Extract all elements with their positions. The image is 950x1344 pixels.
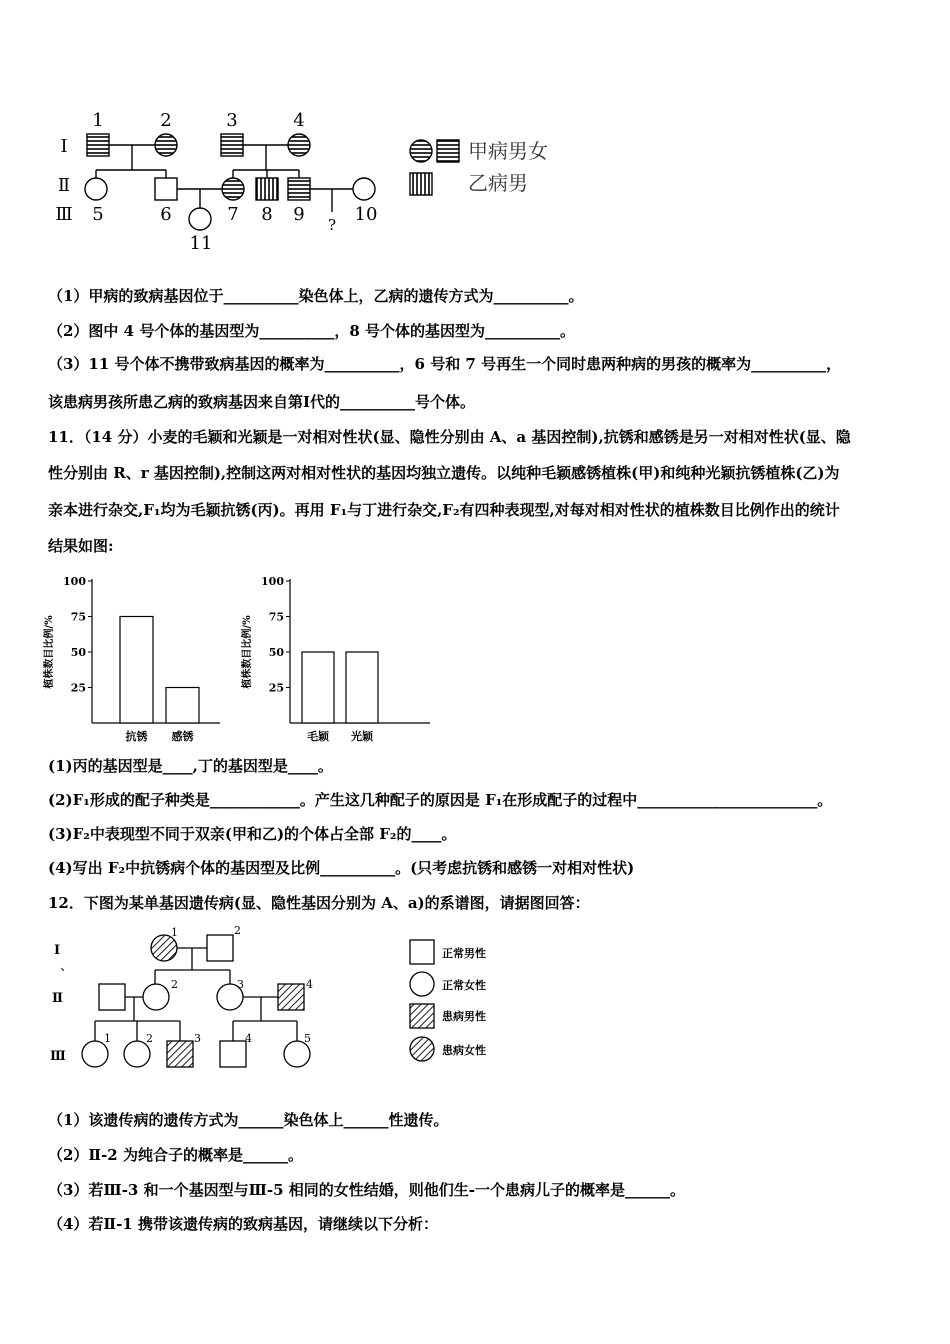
number-4: 4 (293, 110, 305, 131)
q11-line-2: 性分别由 R、r 基因控制),控制这两对相对性状的基因均独立遗传。以纯种毛颖感锈植株(甲)和纯种光颖抗锈植株(乙)为 (48, 464, 840, 482)
legend-square-hstriped (437, 140, 459, 162)
bar-charts (40, 565, 430, 750)
number-6: 6 (160, 204, 172, 225)
generation-label-II: Ⅱ (57, 175, 71, 196)
q11-sub-4: (4)写出 F₂中抗锈病个体的基因型及比例__________。(只考虑抗锈和感锈一对相对性状) (48, 859, 635, 877)
legend-normal-male (410, 940, 434, 964)
q12-sub-3: （3）若Ⅲ-3 和一个基因型与Ⅲ-5 相同的女性结婚，则他们生-一个患病儿子的概率是______。 (48, 1181, 685, 1199)
q11-sub-2: (2)F₁形成的配子种类是____________。产生这几种配子的原因是 F₁在形成配子的过程中________________________。 (48, 791, 833, 809)
individual-I3 (221, 134, 243, 156)
p2-number-III1: 1 (104, 1032, 111, 1045)
chart2-category-1: 毛颖 (307, 730, 329, 743)
individual-I1 (87, 134, 109, 156)
chart2-category-2: 光颖 (351, 730, 373, 743)
p2-individual-III3 (167, 1041, 193, 1067)
p2-gen-II: Ⅱ (52, 991, 63, 1006)
number-3: 3 (226, 110, 238, 131)
chart1-category-1: 抗锈 (125, 730, 148, 743)
chart1-tick-label-100: 100 (63, 575, 86, 588)
q11-line-4: 结果如图: (48, 537, 114, 555)
chart1-category-2: 感锈 (171, 730, 194, 743)
chart2-bar-2 (346, 652, 378, 723)
individual-II10 (353, 178, 375, 200)
legend-square-vstriped (410, 173, 432, 195)
individual-I2 (155, 134, 177, 156)
chart1-bar-2 (166, 688, 199, 724)
legend-label-normal-female: 正常女性 (442, 979, 486, 992)
chart2-bar-1 (302, 652, 334, 723)
individual-II8 (256, 178, 278, 200)
chart1-ylabel: 植株数目比例/% (44, 615, 55, 689)
chart2-tick-label-50: 50 (268, 646, 284, 659)
number-10: 10 (354, 204, 378, 225)
individual-II6 (155, 178, 177, 200)
legend-circle-striped (410, 140, 432, 162)
p2-number-III5: 5 (304, 1032, 311, 1045)
number-5: 5 (92, 204, 104, 225)
legend-label-affected-female: 患病女性 (442, 1044, 486, 1057)
individual-II5 (85, 178, 107, 200)
chart1-tick-label-25: 25 (70, 681, 86, 695)
chart1-tick-label-50: 50 (70, 646, 86, 659)
q11-sub-1: (1)丙的基因型是____,丁的基因型是____。 (48, 757, 333, 775)
p2-gen-mark: 、 (60, 959, 74, 974)
p2-gen-I: Ⅰ (54, 943, 61, 958)
p2-number-I1: 1 (171, 926, 178, 939)
individual-III11 (189, 208, 211, 230)
p2-individual-II1 (99, 984, 125, 1010)
p2-gen-III: Ⅲ (50, 1049, 66, 1064)
chart2-ylabel: 植株数目比例/% (242, 615, 253, 689)
p2-number-II2: 2 (171, 978, 178, 991)
generation-label-I: Ⅰ (60, 136, 68, 157)
q10-line-1: （1）甲病的致病基因位于__________染色体上，乙病的遗传方式为__________。 (48, 287, 584, 305)
q11-sub-3: (3)F₂中表现型不同于双亲(甲和乙)的个体占全部 F₂的____。 (48, 825, 457, 843)
p2-number-I2: 2 (234, 924, 241, 937)
p2-number-II4: 4 (306, 978, 313, 991)
p2-individual-III4 (220, 1041, 246, 1067)
individual-II7 (222, 178, 244, 200)
number-8: 8 (261, 204, 273, 225)
q10-line-3: （3）11 号个体不携带致病基因的概率为__________，6 号和 7 号再生一个同时患两种病的男孩的概率为__________， (48, 355, 842, 373)
chart2-tick-label-100: 100 (261, 575, 284, 588)
q10-line-2: （2）图中 4 号个体的基因型为__________，8 号个体的基因型为__________。 (48, 322, 575, 340)
p2-number-III2: 2 (146, 1032, 153, 1045)
q11-line-3: 亲本进行杂交,F₁均为毛颖抗锈(丙)。再用 F₁与丁进行杂交,F₂有四种表现型,对每对相对性状的植株数目比例作出的统计 (48, 501, 840, 519)
legend-label-yi: 乙病男 (468, 171, 528, 195)
p2-individual-I2 (207, 935, 233, 961)
number-unknown: ? (327, 216, 337, 234)
q12-sub-1: （1）该遗传病的遗传方式为______染色体上______性遗传。 (48, 1111, 449, 1129)
q12-sub-4: （4）若Ⅱ-1 携带该遗传病的致病基因，请继续以下分析： (48, 1215, 438, 1233)
p2-individual-II2 (143, 984, 169, 1010)
legend-affected-male (410, 1004, 434, 1028)
pedigree-chart-2 (40, 918, 520, 1088)
individual-I4 (288, 134, 310, 156)
q10-line-4: 该患病男孩所患乙病的致病基因来自第Ⅰ代的__________号个体。 (48, 393, 476, 411)
number-7: 7 (227, 204, 239, 225)
number-11: 11 (189, 233, 213, 254)
number-2: 2 (160, 110, 172, 131)
q11-line-1: 11．（14 分）小麦的毛颖和光颖是一对相对性状(显、隐性分别由 A、a 基因控制),抗锈和感锈是另一对相对性状(显、隐 (48, 428, 851, 446)
q12-sub-2: （2）Ⅱ-2 为纯合子的概率是______。 (48, 1146, 303, 1164)
p2-number-III3: 3 (194, 1032, 201, 1045)
q12-intro: 12．下图为某单基因遗传病(显、隐性基因分别为 A、a)的系谱图，请据图回答： (48, 894, 590, 912)
legend-normal-female (410, 972, 434, 996)
pedigree-chart-1 (40, 100, 580, 260)
p2-number-II3: 3 (237, 978, 244, 991)
generation-label-III: Ⅲ (55, 204, 73, 225)
chart2-tick-label-25: 25 (268, 681, 284, 695)
chart1-tick-label-75: 75 (70, 610, 86, 624)
legend-label-jia: 甲病男女 (468, 139, 548, 163)
number-1: 1 (92, 110, 104, 131)
chart2-tick-label-75: 75 (268, 610, 284, 624)
p2-individual-II4 (278, 984, 304, 1010)
chart1-bar-1 (120, 617, 153, 724)
legend-label-affected-male: 患病男性 (442, 1010, 486, 1023)
individual-II9 (288, 178, 310, 200)
legend-affected-female (410, 1037, 434, 1061)
number-9: 9 (293, 204, 305, 225)
legend-label-normal-male: 正常男性 (442, 947, 486, 960)
p2-number-III4: 4 (245, 1032, 252, 1045)
